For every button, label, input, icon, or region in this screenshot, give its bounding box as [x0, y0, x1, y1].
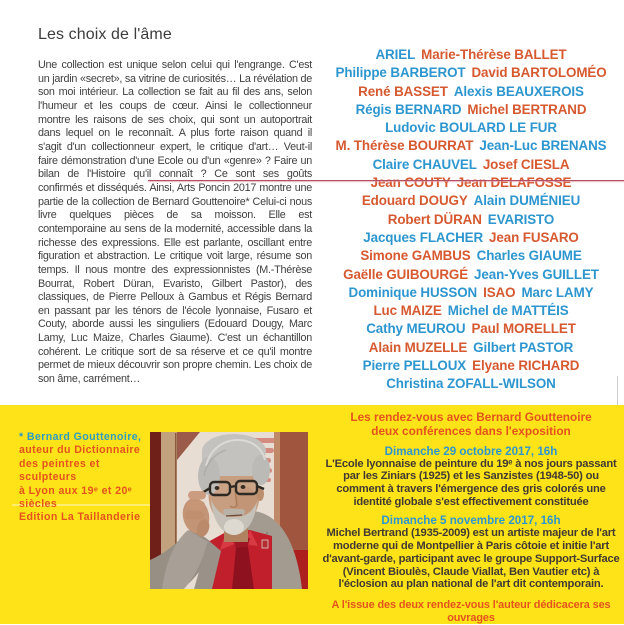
- footnote-line-1: * Bernard Gouttenoire,: [19, 431, 142, 443]
- artist-line-16: [318, 320, 624, 338]
- event-1-date: Dimanche 29 octobre 2017, 16h: [384, 444, 558, 458]
- artist-line-4: [318, 101, 624, 119]
- artist-line-17: [318, 339, 624, 357]
- artist-line-18: [318, 357, 624, 375]
- event-2: [320, 514, 622, 591]
- artist-line-15: [318, 302, 624, 320]
- artist-name: Charles GIAUME: [476, 248, 582, 264]
- artist-line-10: [318, 211, 624, 229]
- event-2-description: Michel Bertrand (1935-2009) est un artiste majeur de l'art moderne qui de Montpellier à Paris côtoie et initie l'art d'avant-garde, participant avec le groupe Support-Surface (Vincent Bioulès, Claude Viallat, Ben Vautier etc) à l'éclosion au plan national de l'art dit contemporain.: [322, 527, 620, 591]
- events-header-line1: Les rendez-vous avec Bernard Gouttenoire: [350, 410, 592, 424]
- artist-name: David BARTOLOMÉO: [471, 65, 607, 81]
- artist-name: Philippe BARBEROT: [335, 65, 466, 81]
- event-1-description: L'Ecole lyonnaise de peinture du 19ᵉ à nos jours passant par les Ziniars (1925) et les Sanzistes (1948-50) ou comment à travers l'émergence des gris colorés une identité globale s'est effectivement constituée: [325, 457, 617, 508]
- artist-name: M. Thérèse BOURRAT: [335, 138, 474, 154]
- artist-name: Marc LAMY: [521, 284, 594, 300]
- portrait-photo: [150, 432, 308, 589]
- artist-name: Alexis BEAUXEROIS: [453, 83, 584, 99]
- artist-name: Alain DUMÉNIEU: [473, 193, 581, 209]
- artist-name: Robert DÜRAN: [387, 211, 482, 227]
- artist-line-8: [318, 174, 624, 192]
- footnote-line-3: des peintres et sculpteurs: [19, 457, 100, 484]
- artist-name: Alain MUZELLE: [368, 339, 468, 355]
- artist-line-12: [318, 247, 624, 265]
- artist-name: Jean-Luc BRENANS: [479, 138, 607, 154]
- artist-name: ISAO: [483, 284, 516, 300]
- event-2-date: Dimanche 5 novembre 2017, 16h: [381, 514, 561, 528]
- artist-line-3: [318, 83, 624, 101]
- footnote-line-2: auteur du Dictionnaire: [19, 444, 141, 457]
- artist-name: Jacques FLACHER: [363, 229, 484, 245]
- events-footer-note: A l'issue des deux rendez-vous l'auteur dédicacera ses ouvrages: [331, 598, 611, 624]
- artist-name: Cathy MEUROU: [366, 321, 466, 337]
- artist-name: Gaëlle GUIBOURGÉ: [343, 266, 469, 282]
- artist-name: Claire CHAUVEL: [372, 156, 477, 172]
- artist-name: Jean DELAFOSSE: [456, 175, 572, 191]
- artist-line-13: [318, 266, 624, 284]
- artist-line-14: [318, 284, 624, 302]
- artist-line-11: [318, 229, 624, 247]
- events-header-line2: deux conférences dans l'exposition: [371, 423, 571, 438]
- artist-line-5: [318, 119, 624, 137]
- artist-line-7: [318, 156, 624, 174]
- article-body-text: Une collection est unique selon celui qui l'engrange. C'est un jardin «secret», sa vitrine de curiosités… La révélation de son moi intérieur. La collection se fait au fil des ans, selon l'humeur et les coups de cœur. Ainsi le collectionneur montre les raisons de ses choix, qui sont un autoportrait dans lequel on le reconnaît. A plus forte raison quand il s'agit d'un collectionneur expert, le critique d'art… Veut-il faire démonstration d'une Ecole ou d'un «genre» ? Faire un bilan de l'Histoire qu'il connaît ? Ce sont ses goûts confirmés et disséqués. Ainsi, Arts Poncin 2017 montre une partie de la collection de Bernard Gouttenoire* Celui-ci nous livre quelques pièces de sa moisson. Elle est contemporaine au sens de la modernité, accessible dans la richesse des expressions. Elle est parlante, oscillant entre figuration et abstraction. Le critique voit large, résume son temps. Il nous montre des expressionnistes (M.-Thérèse Bourrat, Robert Düran, Evaristo, Gilbert Pastor), des classiques, de Pierre Pelloux à Gambus et Régis Bernard en passant par les ténors de l'école lyonnaise, Fusaro et Couty, aborde aussi les singuliers (Edouard Dougy, Marc Lamy, Luc Maize, Charles Giaume). C'est un échantillon cohérent. Le critique sort de sa réserve et ce qu'il montre permet de mieux découvrir son propre chemin. Les choix de son âme, carrément…: [38, 59, 312, 386]
- artist-name: René BASSET: [358, 83, 448, 99]
- footnote-line-5: Edition La Taillanderie: [19, 511, 141, 524]
- portrait-illustration: [150, 432, 308, 589]
- artist-name: Marie-Thérèse BALLET: [421, 47, 567, 62]
- events-header: [320, 411, 622, 439]
- artist-name: Luc MAIZE: [373, 303, 442, 319]
- artist-name: Michel de MATTÉIS: [447, 303, 569, 319]
- artist-name: Elyane RICHARD: [472, 358, 580, 374]
- artist-name: Jean COUTY: [370, 175, 451, 191]
- artist-name: Régis BERNARD: [355, 101, 462, 117]
- artist-name: Dominique HUSSON: [348, 284, 478, 300]
- page-title: Les choix de l'âme: [38, 26, 172, 43]
- artist-name: Gilbert PASTOR: [473, 339, 574, 355]
- artist-name: Michel BERTRAND: [467, 101, 587, 117]
- artist-name: Ludovic BOULARD LE FUR: [385, 120, 557, 136]
- artist-list: [318, 46, 624, 394]
- gray-artifact-line: [617, 376, 618, 405]
- events-column: [320, 411, 622, 625]
- event-1: [320, 445, 622, 509]
- artist-name: Pierre PELLOUX: [362, 358, 467, 374]
- artist-name: Christina ZOFALL-WILSON: [386, 376, 556, 392]
- artist-name: Jean FUSARO: [489, 229, 579, 245]
- artist-line-19: [318, 375, 624, 393]
- artist-name: Simone GAMBUS: [360, 248, 471, 264]
- artist-name: Paul MORELLET: [471, 321, 576, 337]
- artist-line-9: [318, 192, 624, 210]
- artist-name: Jean-Yves GUILLET: [474, 266, 599, 282]
- artist-line-6: [318, 137, 624, 155]
- author-footnote: [19, 431, 151, 525]
- artist-name: Josef CIESLA: [482, 156, 570, 172]
- footnote-line-4: à Lyon aux 19ᵉ et 20ᵉ siècles: [19, 484, 133, 511]
- artist-name: ARIEL: [375, 47, 416, 62]
- artist-name: EVARISTO: [487, 211, 555, 227]
- artist-line-1: [318, 46, 624, 64]
- pink-strike-line: [148, 180, 624, 181]
- artist-name: Edouard DOUGY: [361, 193, 468, 209]
- artist-line-2: [318, 64, 624, 82]
